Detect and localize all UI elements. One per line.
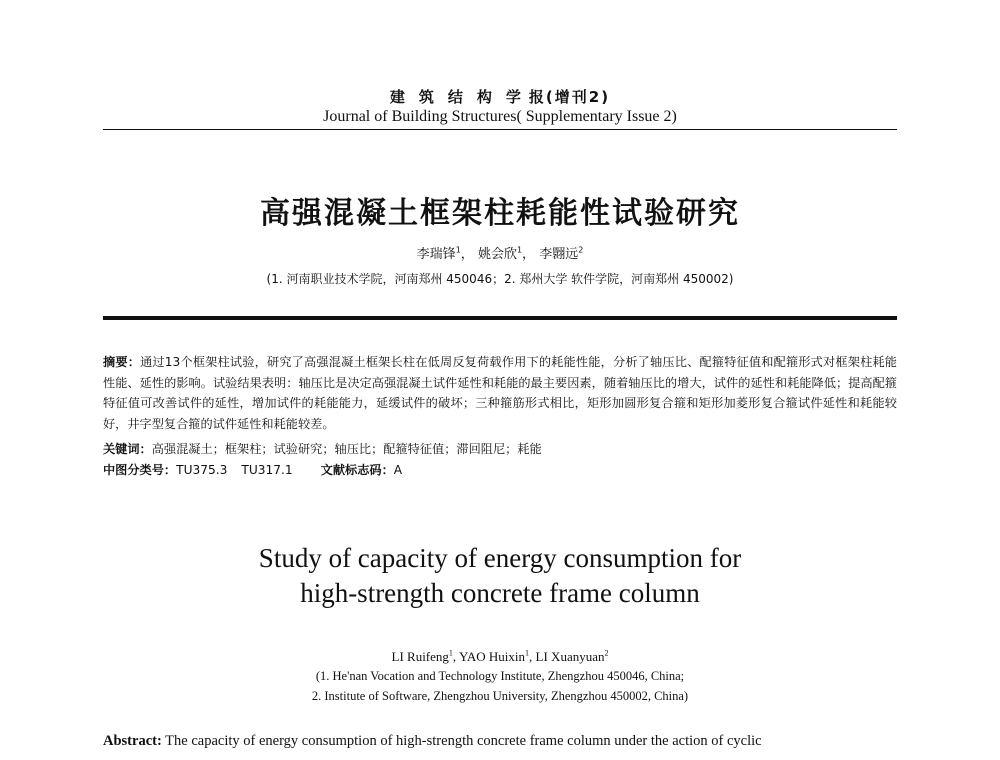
author-cn-affil: 2 — [578, 245, 584, 255]
author-cn: 李翾远 — [539, 247, 579, 262]
abstract-cn-label: 摘要： — [103, 355, 141, 369]
author-en: LI Ruifeng — [391, 649, 449, 664]
document-code: A — [393, 463, 403, 477]
author-cn-affil: 1 — [455, 245, 461, 255]
classification-cn — [103, 461, 897, 478]
affiliation-en-line-1: (1. He'nan Vocation and Technology Institute, Zhengzhou 450046, China; — [315, 669, 685, 683]
keywords-cn-text: 高强混凝土；框架柱；试验研究；轴压比；配箍特征值；滞回阻尼；耗能 — [151, 442, 542, 456]
author-en-affil: 1 — [448, 648, 453, 658]
title-cn: 高强混凝土框架柱耗能性试验研究 — [260, 196, 740, 231]
author-cn-sep: ， — [460, 247, 474, 262]
author-en-sep: , — [452, 649, 459, 664]
journal-name-cn — [0, 86, 1000, 107]
classification-code-2: TU317.1 — [241, 463, 293, 477]
abstract-en-label: Abstract: — [103, 733, 162, 749]
author-en-affil: 2 — [604, 648, 609, 658]
journal-name-cn-spaced: 建筑结构学 — [389, 88, 535, 106]
abstract-cn — [103, 352, 897, 434]
author-cn: 李瑞锋 — [416, 247, 456, 262]
abstract-cn-text: 通过13个框架柱试验，研究了高强混凝土框架长柱在低周反复荷载作用下的耗能性能，分析了轴压比、配箍特征值和配箍形式对框架柱耗能性能、延性的影响。试验结果表明：轴压比是决定高强混凝土试件延性和耗能的最主要因素，随着轴压比的增大，试件的延性和耗能降低；提高配箍特征值可改善试件的延性，增加试件的耗能能力，延缓试件的破坏；三种箍筋形式相比，矩形加圆形复合箍和矩形加菱形复合箍试件延性和耗能较好，井字型复合箍的试件延性和耗能较差。 — [103, 355, 897, 431]
affiliations-cn: (1. 河南职业技术学院，河南郑州 450046；2. 郑州大学 软件学院，河南郑州 450002) — [266, 272, 734, 286]
keywords-cn-label: 关键词： — [103, 442, 152, 456]
title-en-line-1: Study of capacity of energy consumption for — [258, 543, 742, 573]
header-rule — [103, 129, 897, 130]
classification-code-1: TU375.3 — [176, 463, 228, 477]
author-en-sep: , — [529, 649, 536, 664]
title-en — [0, 541, 1000, 611]
author-cn: 姚会欣 — [477, 247, 517, 262]
classification-cn-label: 中图分类号： — [103, 463, 177, 477]
abstract-en — [103, 733, 897, 750]
author-cn-affil: 1 — [516, 245, 523, 255]
keywords-cn — [103, 440, 897, 457]
author-en: YAO Huixin — [458, 649, 526, 664]
title-rule — [103, 316, 897, 320]
author-en-affil: 1 — [525, 648, 530, 658]
authors-en — [0, 649, 1000, 665]
title-en-line-2: high-strength concrete frame column — [300, 578, 700, 608]
journal-name-en: Journal of Building Structures( Supplementary Issue 2) — [323, 108, 677, 125]
affiliations-en — [0, 666, 1000, 706]
authors-cn — [0, 243, 1000, 262]
journal-name-cn-rest: 报(增刊2) — [528, 88, 611, 106]
document-code-label: 文献标志码： — [320, 463, 394, 477]
author-en: LI Xuanyuan — [535, 649, 605, 664]
author-cn-sep: ， — [522, 247, 536, 262]
affiliation-en-line-2: 2. Institute of Software, Zhengzhou University, Zhengzhou 450002, China) — [311, 689, 689, 703]
abstract-en-text: The capacity of energy consumption of high-strength concrete frame column under the action of cyclic — [165, 733, 762, 749]
